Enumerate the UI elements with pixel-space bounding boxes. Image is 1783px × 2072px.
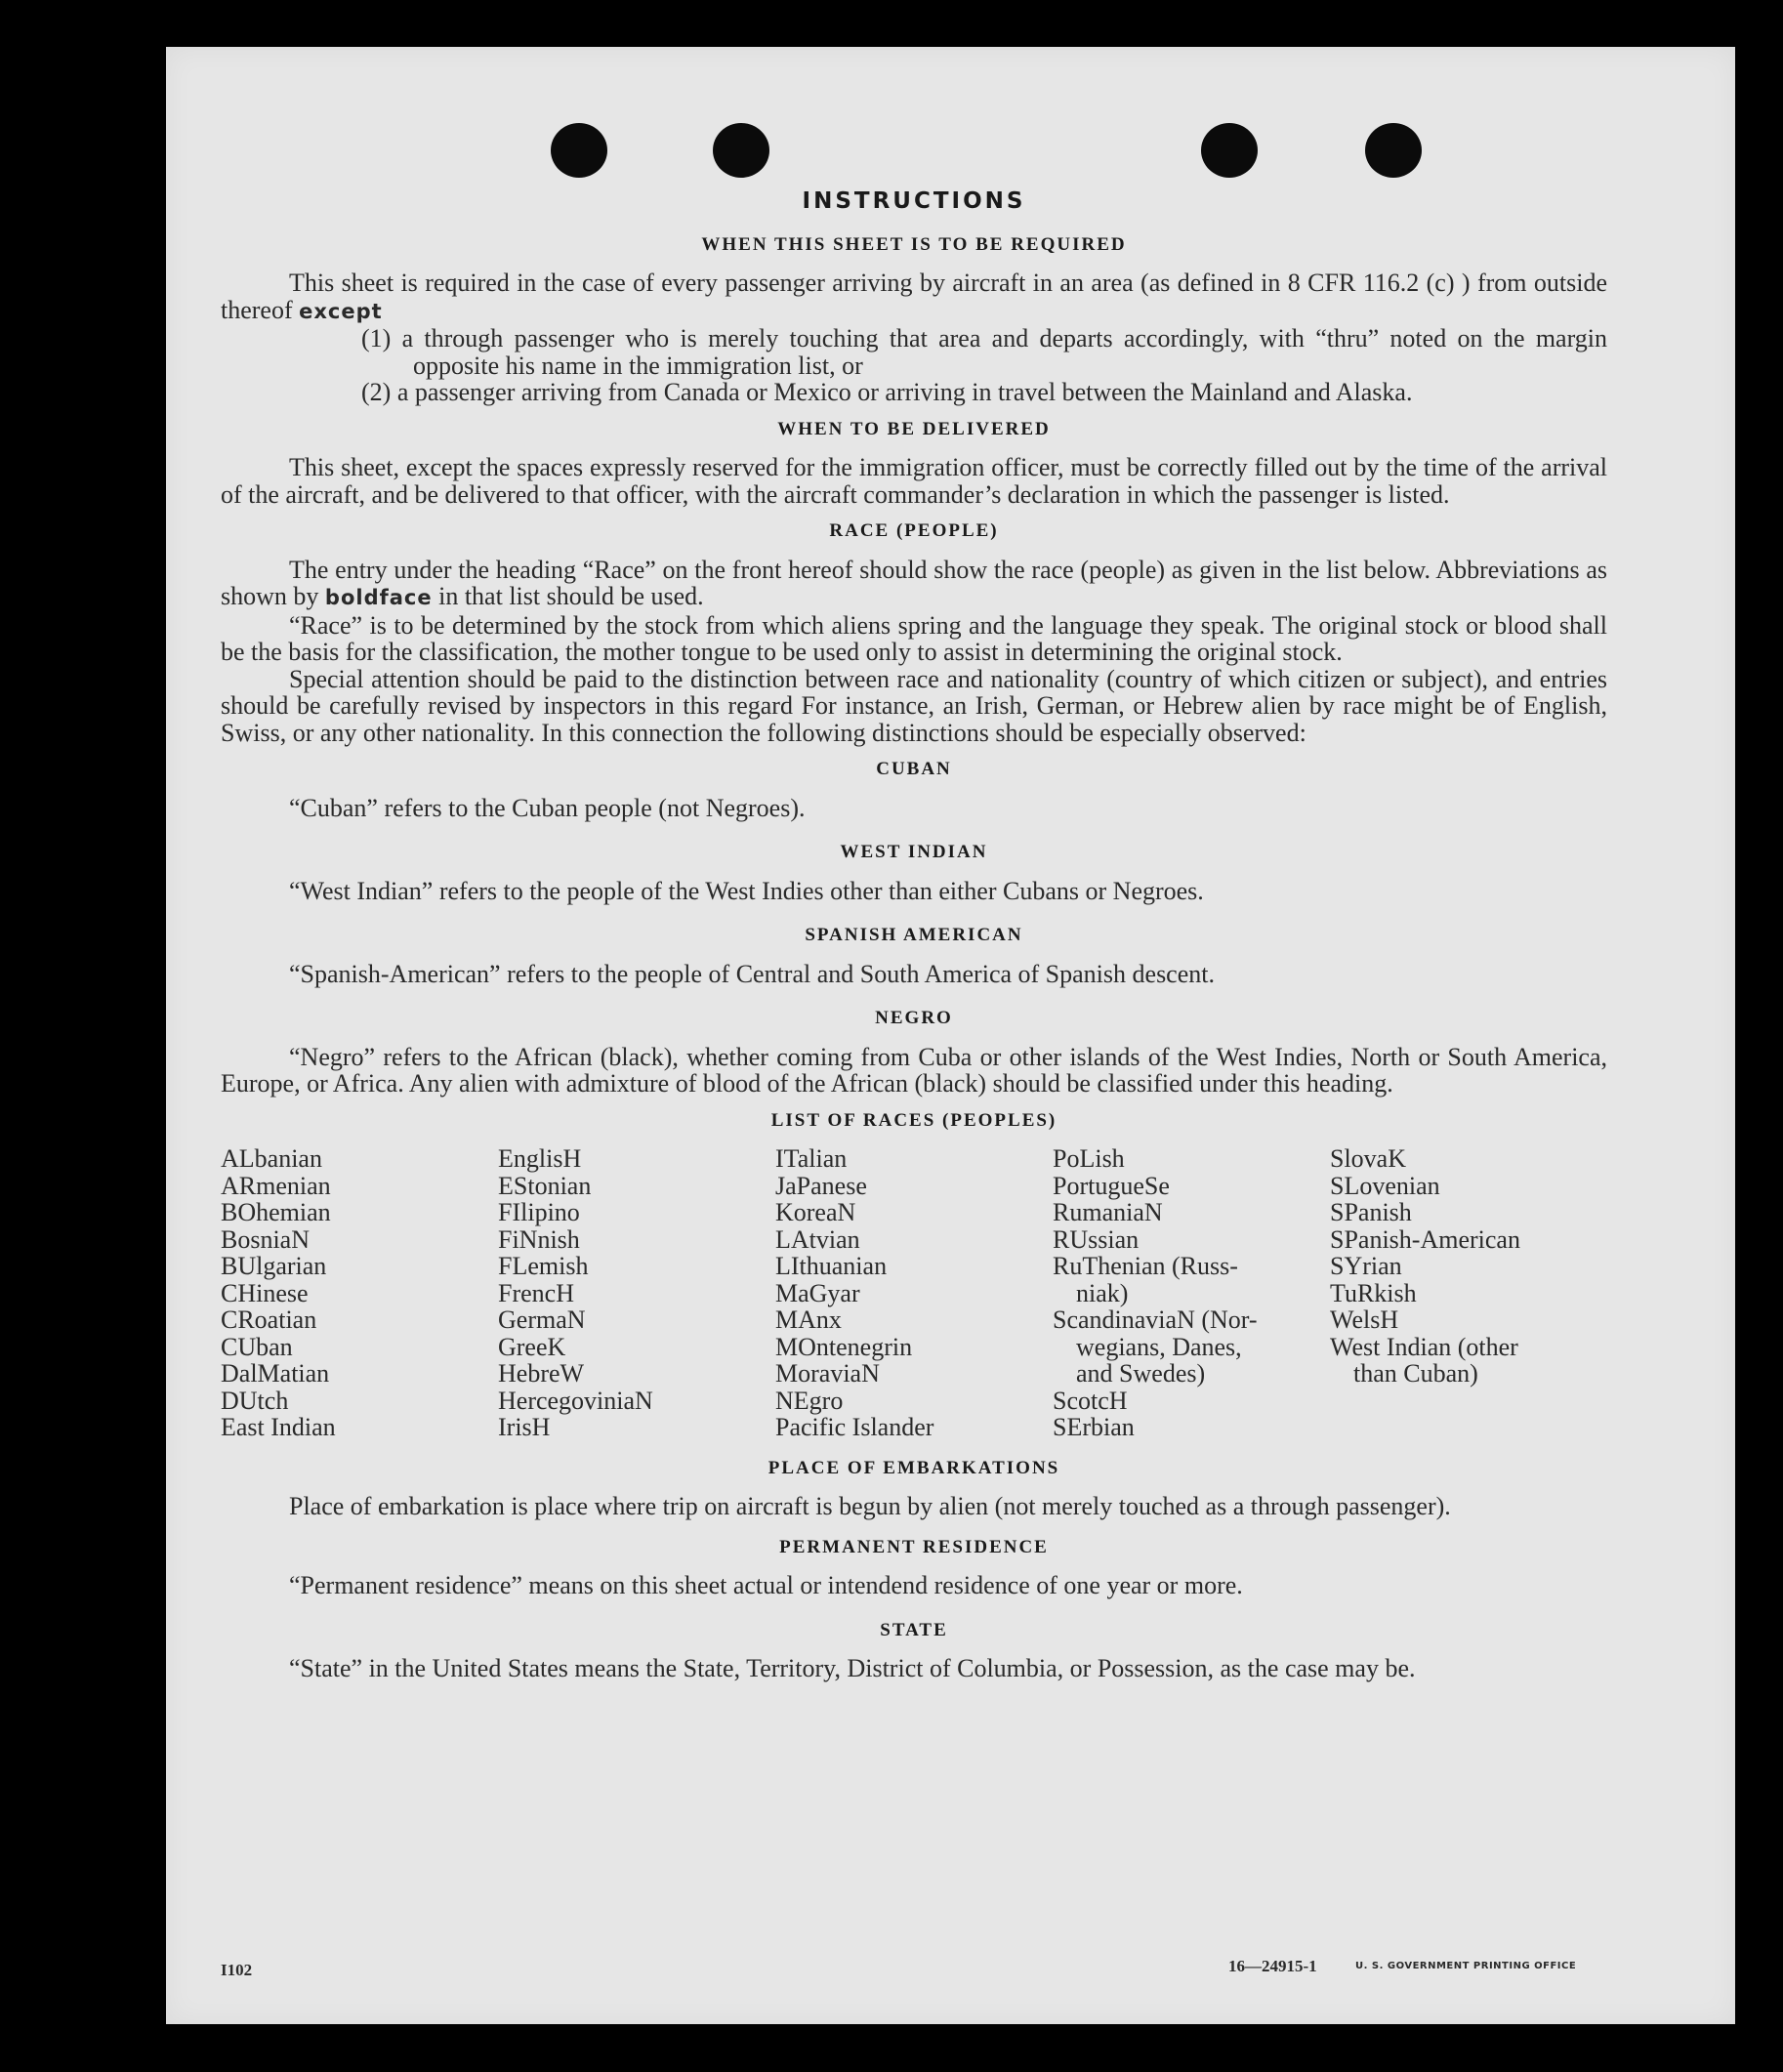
race-entry: SPanish xyxy=(1330,1198,1412,1226)
race-entry: SLovenian xyxy=(1330,1171,1440,1200)
paragraph-state: “State” in the United States means the State, Territory, District of Columbia, or Possession, as the case may be. xyxy=(289,1654,1416,1682)
printer-credit: U. S. GOVERNMENT PRINTING OFFICE xyxy=(1355,1961,1577,1971)
race-entry: RuThenian (Russ- xyxy=(1053,1252,1238,1280)
races-list xyxy=(221,1145,1607,1441)
paragraph-when-delivered: This sheet, except the spaces expressly reserved for the immigration officer, must be correctly filled out by the time of the arrival of the aircraft, and be delivered to that officer, with the aircraft commander’s declaration in which the passenger is listed. xyxy=(221,453,1607,509)
race-entry: MoraviaN xyxy=(775,1359,880,1388)
instructions-body xyxy=(221,188,1607,1682)
heading-cuban: CUBAN xyxy=(876,759,952,779)
races-column-4 xyxy=(1053,1145,1330,1441)
race-entry: GermaN xyxy=(498,1305,586,1334)
paragraph-cuban: “Cuban” refers to the Cuban people (not Negroes). xyxy=(289,793,806,822)
race-entry: NEgro xyxy=(775,1386,844,1415)
paragraph-spanish-american: “Spanish-American” refers to the people of Central and South America of Spanish descent. xyxy=(289,959,1215,988)
race-entry: SPanish-American xyxy=(1330,1224,1520,1254)
race-entry: TuRkish xyxy=(1330,1278,1417,1307)
race-entry: FiNnish xyxy=(498,1224,580,1254)
race-entry: MaGyar xyxy=(775,1278,860,1307)
heading-embarkation: PLACE OF EMBARKATIONS xyxy=(767,1457,1060,1478)
race-entry: FrencH xyxy=(498,1278,574,1307)
boldface-word: boldface xyxy=(324,586,433,609)
paragraph-race-3: Special attention should be paid to the distinction between race and nationality (country of which citizen or subject), and entries should be carefully revised by inspectors in this regard For instance, an Irish, German, or Hebrew alien by race might be of English, Swiss, or any other nationality. In this connection the following distinctions should be especially observed: xyxy=(221,664,1607,747)
race-entry: JaPanese xyxy=(775,1171,867,1200)
race-entry: niak) xyxy=(1076,1278,1129,1307)
race-entry: ALbanian xyxy=(221,1144,322,1173)
race-entry: IrisH xyxy=(498,1413,551,1441)
paragraph-permanent-residence: “Permanent residence” means on this sheet actual or intendend residence of one year or more. xyxy=(289,1571,1243,1599)
race-entry: West Indian (other xyxy=(1330,1332,1518,1361)
race-entry: SlovaK xyxy=(1330,1144,1406,1173)
race-entry: CUban xyxy=(221,1332,293,1361)
race-entry: DalMatian xyxy=(221,1359,330,1388)
race-entry: ITalian xyxy=(775,1144,848,1173)
race-entry: EnglisH xyxy=(498,1144,582,1173)
race-entry: KoreaN xyxy=(775,1198,856,1226)
print-code: 16—24915-1 xyxy=(1228,1957,1317,1975)
heading-when-required: WHEN THIS SHEET IS TO BE REQUIRED xyxy=(701,233,1127,255)
race-entry: EStonian xyxy=(498,1171,592,1200)
race-entry: LAtvian xyxy=(775,1224,860,1254)
paragraph-west-indian: “West Indian” refers to the people of the West Indies other than either Cubans or Negroes. xyxy=(289,876,1204,905)
punch-hole xyxy=(551,123,607,178)
paragraph-embarkation: Place of embarkation is place where trip on aircraft is begun by alien (not merely touched as a through passenger). xyxy=(289,1492,1451,1520)
race-entry: FLemish xyxy=(498,1252,589,1280)
race-entry: CRoatian xyxy=(221,1305,317,1334)
heading-race: RACE (PEOPLE) xyxy=(829,520,999,541)
form-number: I102 xyxy=(221,1961,253,1979)
race-entry: ScandinaviaN (Nor- xyxy=(1053,1305,1258,1334)
races-column-2 xyxy=(498,1145,775,1441)
race-entry: MOntenegrin xyxy=(775,1332,913,1361)
race-entry: GreeK xyxy=(498,1332,566,1361)
paragraph-race-2: “Race” is to be determined by the stock from which aliens spring and the language they speak. The original stock or blood shall be the basis for the classification, the mother tongue to be used only to assist in determining the original stock. xyxy=(221,610,1607,666)
race-entry: WelsH xyxy=(1330,1305,1399,1334)
race-entry: HebreW xyxy=(498,1359,585,1388)
exception-item-2: (2) a passenger arriving from Canada or Mexico or arriving in travel between the Mainland and Alaska. xyxy=(361,378,1413,406)
race-entry: RumaniaN xyxy=(1053,1198,1163,1226)
race-entry: MAnx xyxy=(775,1305,842,1334)
race-entry: Pacific Islander xyxy=(775,1413,934,1441)
race-entry: wegians, Danes, xyxy=(1076,1332,1242,1361)
exception-item-1: (1) a through passenger who is merely touching that area and departs accordingly, with “thru” noted on the margin opposite his name in the immigration list, or xyxy=(361,324,1607,380)
race-entry: SErbian xyxy=(1053,1413,1135,1441)
race-entry: ScotcH xyxy=(1053,1386,1128,1415)
heading-west-indian: WEST INDIAN xyxy=(840,842,988,862)
race-entry: DUtch xyxy=(221,1386,289,1415)
paragraph-race-1: The entry under the heading “Race” on the front hereof should show the race (people) as given in the list below. Abbreviations as shown by boldface in that list should be used. xyxy=(221,555,1607,610)
race-entry: and Swedes) xyxy=(1076,1359,1206,1388)
race-entry: ARmenian xyxy=(221,1171,331,1200)
races-column-5 xyxy=(1330,1145,1607,1441)
race-entry: SYrian xyxy=(1330,1252,1402,1280)
race-entry: BUlgarian xyxy=(221,1252,327,1280)
except-word: except xyxy=(299,299,383,323)
race-entry: BosniaN xyxy=(221,1224,310,1254)
heading-negro: NEGRO xyxy=(875,1008,953,1028)
paragraph-when-required: This sheet is required in the case of every passenger arriving by aircraft in an area (as defined in 8 CFR 116.2 (c) ) from outside thereof except xyxy=(221,269,1607,324)
punch-hole xyxy=(1201,123,1258,178)
race-entry: RUssian xyxy=(1053,1224,1140,1254)
race-entry: than Cuban) xyxy=(1353,1359,1478,1388)
document-sheet xyxy=(166,47,1735,2024)
race-entry: East Indian xyxy=(221,1413,336,1441)
race-entry: BOhemian xyxy=(221,1198,331,1226)
race-entry: LIthuanian xyxy=(775,1252,888,1280)
race-entry: CHinese xyxy=(221,1278,309,1307)
races-column-3 xyxy=(775,1145,1053,1441)
heading-spanish-american: SPANISH AMERICAN xyxy=(805,925,1023,945)
punch-hole xyxy=(1365,123,1422,178)
race-entry: HercegoviniaN xyxy=(498,1386,653,1415)
race-entry: PoLish xyxy=(1053,1144,1125,1173)
page-title: INSTRUCTIONS xyxy=(802,188,1026,214)
heading-when-delivered: WHEN TO BE DELIVERED xyxy=(777,418,1051,439)
races-column-1 xyxy=(221,1145,498,1441)
paragraph-negro: “Negro” refers to the African (black), whether coming from Cuba or other islands of the West Indies, North or South America, Europe, or Africa. Any alien with admixture of blood of the African (black) should be classified under this heading. xyxy=(221,1042,1607,1098)
race-entry: FIlipino xyxy=(498,1198,580,1226)
race-entry: PortugueSe xyxy=(1053,1171,1170,1200)
heading-state: STATE xyxy=(880,1619,948,1640)
punch-hole xyxy=(713,123,769,178)
heading-list-of-races: LIST OF RACES (PEOPLES) xyxy=(770,1109,1057,1131)
heading-permanent-residence: PERMANENT RESIDENCE xyxy=(779,1536,1049,1557)
